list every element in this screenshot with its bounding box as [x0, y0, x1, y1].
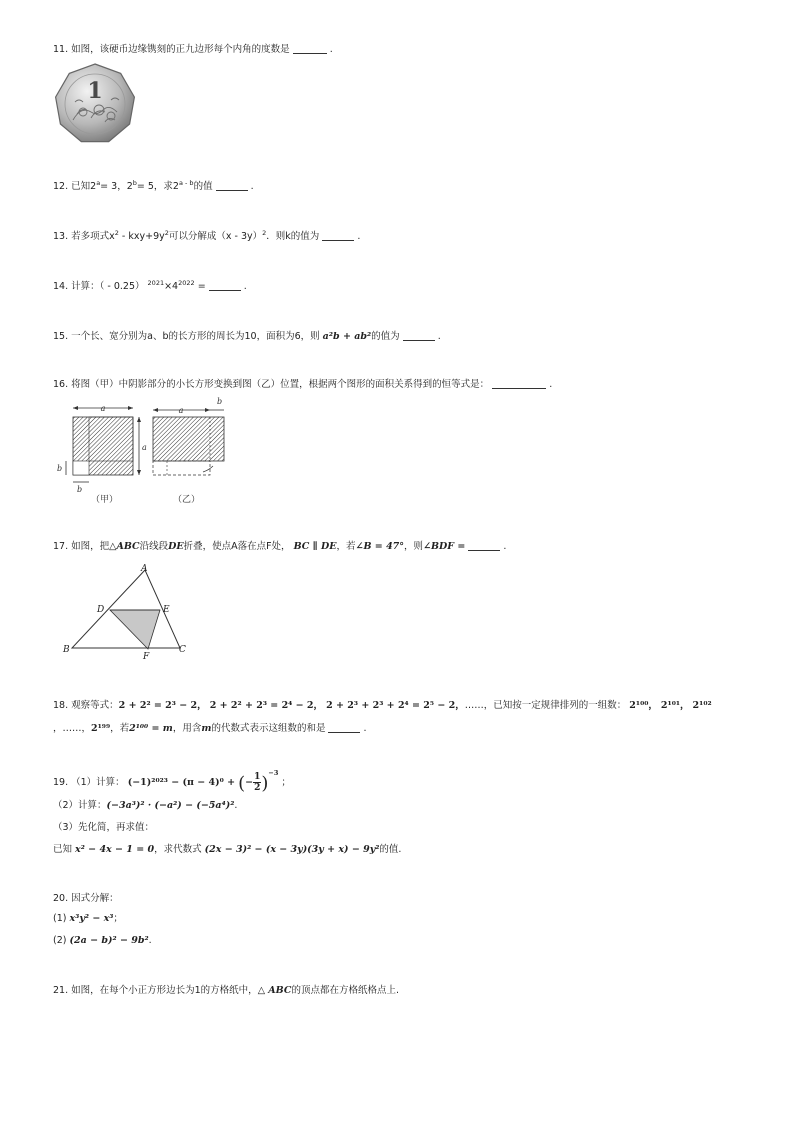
text-fragment: ； — [113, 913, 123, 924]
text-fragment: 已知2 — [71, 181, 97, 192]
text-fragment: 2 — [254, 783, 261, 793]
text-fragment: . — [250, 181, 254, 192]
text-fragment: 20. — [53, 893, 69, 904]
text-fragment: △ ABC — [257, 985, 292, 996]
text-fragment: 的值 — [193, 181, 213, 192]
text-fragment: 沿线段 — [139, 541, 169, 552]
text-fragment: 折叠，使点A落在点F处， — [183, 541, 291, 552]
text-fragment: （3）先化简，再求值： — [53, 822, 155, 833]
answer-blank[interactable] — [328, 722, 360, 733]
text-fragment: 将图（甲）中阴影部分的小长方形变换到图（乙）位置，根据两个图形的面积关系得到的恒等式是： — [71, 379, 490, 390]
text-fragment: （1）计算： — [71, 777, 125, 788]
text-fragment: 15. — [53, 331, 69, 342]
text-fragment: b — [217, 397, 223, 406]
answer-blank[interactable] — [209, 280, 241, 291]
question-19-part2 — [53, 800, 237, 812]
text-fragment: 的值. — [379, 844, 402, 855]
text-fragment: = — [197, 281, 206, 292]
question-20-item2 — [53, 935, 152, 947]
text-fragment: 计算：（ - 0.25） — [71, 281, 145, 292]
text-fragment: m — [201, 723, 212, 734]
text-fragment: 2 — [262, 229, 267, 237]
text-fragment: 1 — [254, 772, 261, 782]
figure-jia — [57, 404, 147, 505]
text-fragment: （甲） — [91, 495, 119, 505]
text-fragment: ∠BDF = — [423, 541, 466, 552]
text-fragment: （乙） — [173, 495, 201, 505]
text-fragment: 2¹⁰⁰， — [629, 700, 658, 711]
text-fragment: ABC — [116, 541, 140, 552]
text-fragment: . — [549, 379, 553, 390]
text-fragment: 2022 — [178, 279, 195, 287]
text-fragment: = 3，2 — [100, 181, 133, 192]
text-fragment: ，……， — [53, 723, 92, 734]
text-fragment: (2x − 3)² − (x − 3y)(3y + x) − 9y² — [204, 844, 380, 855]
text-fragment: 2¹⁰⁰ = m — [129, 723, 173, 734]
coin-image — [53, 62, 137, 146]
text-fragment: B — [63, 645, 70, 655]
text-fragment: 2 + 2³ + 2³ + 2⁴ = 2⁵ − 2， — [326, 700, 465, 711]
answer-blank[interactable] — [403, 330, 435, 341]
text-fragment: (−1)²⁰²³ − (π − 4)⁰ + — [127, 777, 236, 788]
text-fragment: (−3a³)² · (−a²) − (−5a⁴)² — [106, 800, 235, 811]
question-18-line2 — [53, 722, 367, 735]
question-13 — [53, 230, 360, 243]
question-20 — [53, 893, 119, 905]
text-fragment: . — [357, 231, 361, 242]
text-fragment: 的顶点都在方格纸格点上. — [291, 985, 399, 996]
text-fragment: x³y² − x³ — [69, 913, 114, 924]
text-fragment: F — [143, 652, 150, 662]
text-fragment: b — [77, 485, 83, 494]
figure-jia-yi — [53, 396, 238, 508]
text-fragment: − — [245, 777, 254, 788]
answer-blank[interactable] — [216, 180, 248, 191]
text-fragment: A — [141, 564, 148, 574]
triangle-fold-figure — [60, 560, 195, 662]
text-fragment: (2) — [53, 935, 67, 946]
figure-yi — [153, 397, 224, 505]
text-fragment: 若多项式x — [71, 231, 115, 242]
text-fragment: b — [57, 464, 63, 473]
question-15 — [53, 330, 441, 343]
text-fragment: 观察等式： — [71, 700, 119, 711]
text-fragment: a — [96, 179, 101, 187]
text-fragment: x² − 4x − 1 = 0 — [75, 844, 155, 855]
text-fragment: ×4 — [164, 281, 179, 292]
question-17 — [53, 540, 506, 553]
text-fragment: . — [148, 935, 152, 946]
text-fragment: DE — [168, 541, 184, 552]
text-fragment: ∠B = 47° — [355, 541, 405, 552]
text-fragment: a — [142, 443, 147, 452]
answer-blank[interactable] — [293, 43, 327, 54]
text-fragment: = 5，求2 — [136, 181, 179, 192]
text-fragment: b — [132, 179, 137, 187]
question-20-item1 — [53, 913, 123, 925]
text-fragment: 14. — [53, 281, 69, 292]
text-fragment: a - b — [178, 179, 194, 187]
text-fragment: 12. — [53, 181, 69, 192]
question-21 — [53, 985, 399, 997]
text-fragment: ； — [281, 777, 291, 788]
text-fragment: 2¹⁹⁹ — [91, 723, 111, 734]
question-18-line1 — [53, 700, 712, 712]
question-16 — [53, 378, 552, 391]
text-fragment: . — [234, 800, 238, 811]
text-fragment: 2 + 2² = 2³ − 2， — [118, 700, 207, 711]
text-fragment: 2 — [114, 229, 119, 237]
question-12 — [53, 180, 254, 193]
text-fragment: 13. — [53, 231, 69, 242]
text-fragment: C — [179, 645, 186, 655]
text-fragment: 可以分解成（x - 3y） — [168, 231, 263, 242]
question-19-part1: 19. （1）计算： (−1)²⁰²³ − (π − 4)⁰ + (− $\frac{1}{2}$ )$^{-3}$ ； — [53, 769, 291, 794]
text-fragment: 2 — [164, 229, 169, 237]
question-19-part3 — [53, 822, 154, 834]
text-fragment: 2¹⁰¹， — [660, 700, 690, 711]
text-fragment: . — [503, 541, 507, 552]
text-fragment: (1) — [53, 913, 67, 924]
text-fragment: a²b + ab² — [322, 331, 372, 342]
text-fragment: 2¹⁰² — [692, 700, 712, 711]
text-fragment: 17. — [53, 541, 69, 552]
text-fragment: −3 — [268, 769, 279, 777]
text-fragment: 2 + 2² + 2³ = 2⁴ − 2， — [209, 700, 324, 711]
text-fragment: 11. — [53, 44, 69, 55]
text-fragment: 18. — [53, 700, 69, 711]
answer-blank[interactable] — [322, 230, 354, 241]
answer-blank[interactable] — [492, 378, 546, 389]
text-fragment: 已知 — [53, 844, 73, 855]
text-fragment: a — [178, 406, 184, 415]
text-fragment: 一个长、宽分别为a、b的长方形的周长为10，面积为6，则 — [71, 331, 320, 342]
text-fragment: BC ∥ DE — [293, 541, 337, 552]
text-fragment: 16. — [53, 379, 69, 390]
text-fragment: ，用含 — [172, 723, 202, 734]
text-fragment: 的值为 — [371, 331, 400, 342]
text-fragment: （2）计算： — [53, 800, 107, 811]
text-fragment: 如图，在每个小正方形边长为1的方格纸中， — [71, 985, 258, 996]
question-14 — [53, 280, 247, 293]
text-fragment: ，则 — [404, 541, 424, 552]
text-fragment: 19. — [53, 777, 69, 788]
text-fragment: ．则k的值为 — [266, 231, 320, 242]
text-fragment: 如图，把△ — [71, 541, 117, 552]
text-fragment: ，若 — [110, 723, 130, 734]
text-fragment: ……，已知按一定规律排列的一组数： — [464, 700, 627, 711]
text-fragment: . — [363, 723, 367, 734]
text-fragment: - kxy+9y — [118, 231, 165, 242]
text-fragment: 因式分解： — [71, 893, 119, 904]
text-fragment: . — [243, 281, 247, 292]
text-fragment: 的代数式表示这组数的和是 — [211, 723, 326, 734]
text-fragment: 如图，该硬币边缘镌刻的正九边形每个内角的度数是 — [71, 44, 290, 55]
text-fragment: 21. — [53, 985, 69, 996]
text-fragment: D — [97, 605, 105, 615]
text-fragment: . — [437, 331, 441, 342]
text-fragment: . — [329, 44, 333, 55]
text-fragment: (2a − b)² − 9b² — [69, 935, 149, 946]
question-11 — [53, 43, 333, 56]
coin-digit: 1 — [87, 78, 103, 104]
question-19-part3-condition — [53, 844, 401, 856]
text-fragment: 2021 — [147, 279, 165, 287]
text-fragment: a — [100, 404, 106, 413]
text-fragment: ，求代数式 — [154, 844, 202, 855]
answer-blank[interactable] — [468, 540, 500, 551]
text-fragment: ，若 — [336, 541, 356, 552]
text-fragment: E — [163, 605, 170, 615]
